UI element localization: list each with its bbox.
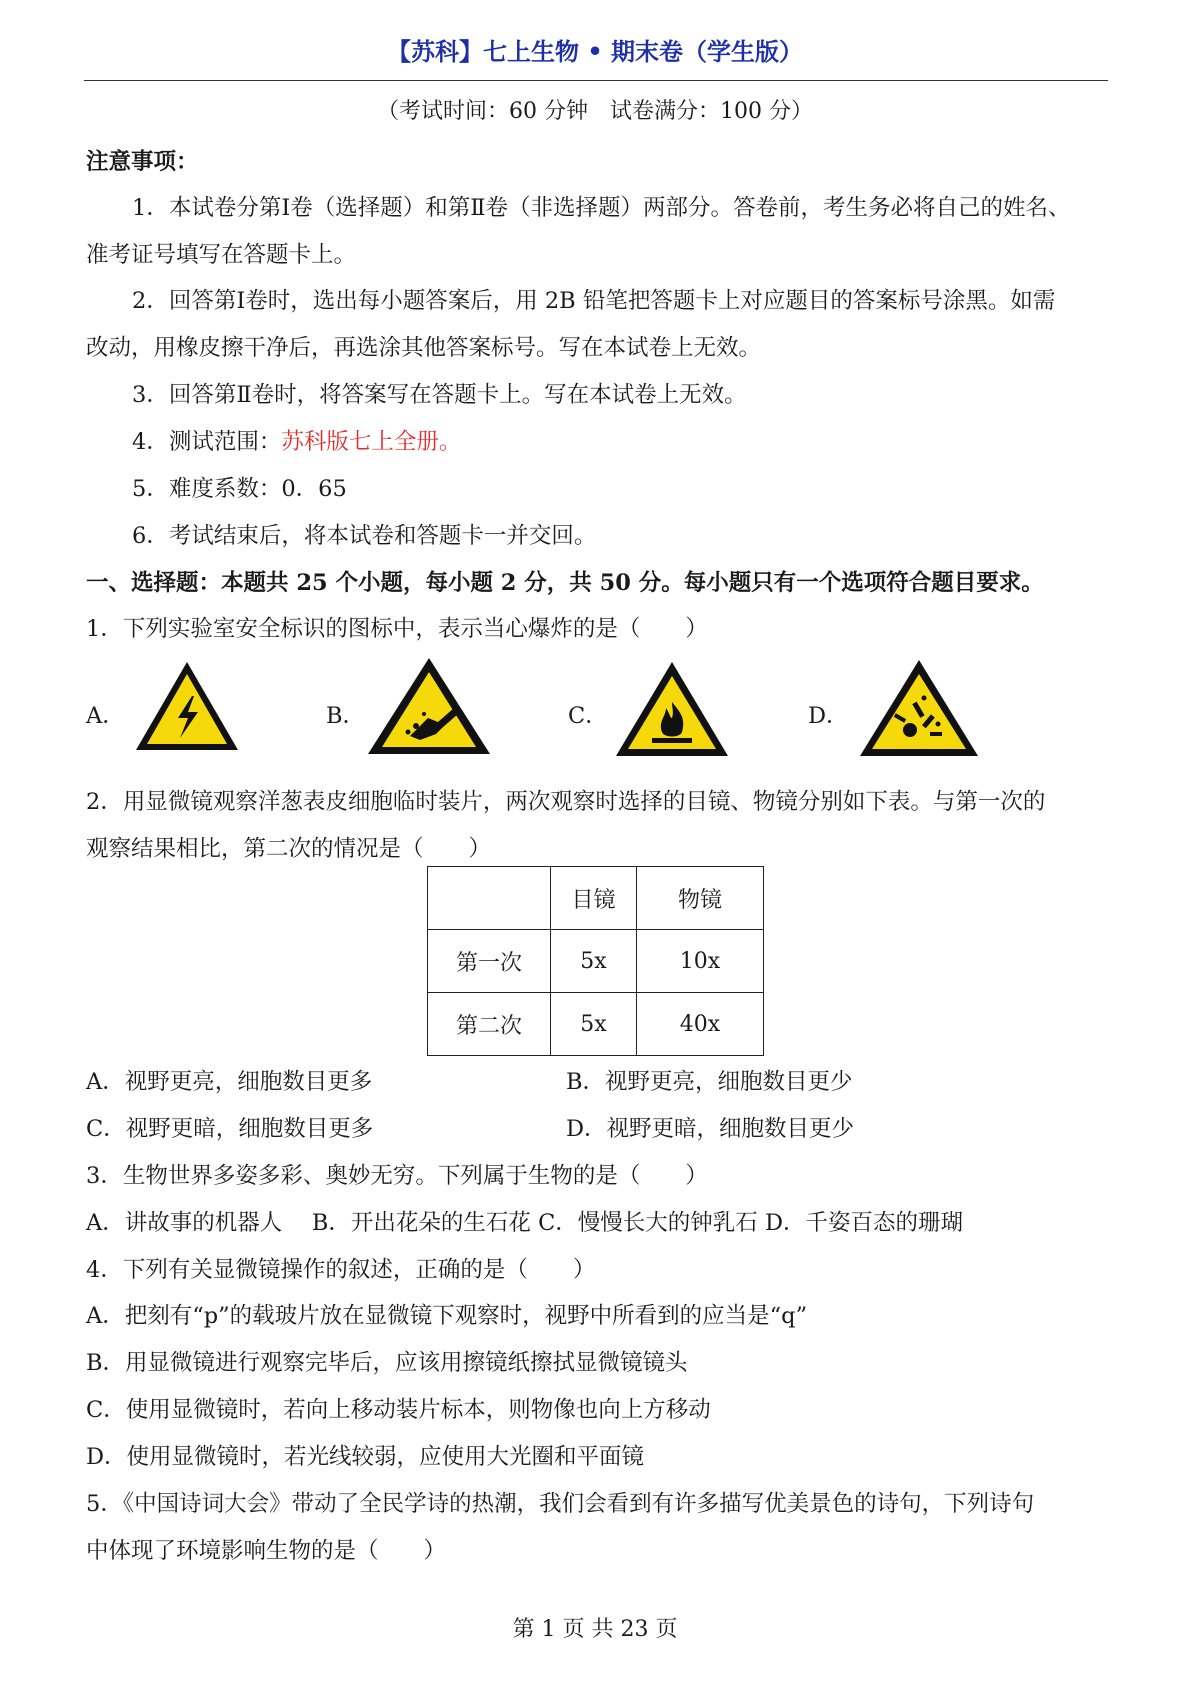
notice-item-1-line-1: 1．本试卷分第Ⅰ卷（选择题）和第Ⅱ卷（非选择题）两部分。答卷前，考生务必将自己的姓名、 [132, 195, 1071, 221]
table-cell: 40x [637, 993, 764, 1056]
notice-item-2-line-2: 改动，用橡皮擦干净后，再选涂其他答案标号。写在本试卷上无效。 [86, 335, 762, 361]
microscope-table [427, 866, 764, 1056]
explosive-hazard-icon [858, 658, 980, 758]
q5-stem-line-1: 5．《中国诗词大会》带动了全民学诗的热潮，我们会看到有许多描写优美景色的诗句，下列诗句 [86, 1491, 1035, 1517]
electric-hazard-icon [134, 660, 240, 752]
q3-stem: 3．生物世界多姿多彩、奥妙无穷。下列属于生物的是（ ） [86, 1163, 708, 1189]
table-cell: 第一次 [428, 930, 551, 993]
page-number: 第 1 页 共 23 页 [512, 1617, 678, 1642]
q2-option-c: C．视野更暗，细胞数目更多 [86, 1116, 374, 1142]
q4-option-c: C．使用显微镜时，若向上移动装片标本，则物像也向上方移动 [86, 1397, 711, 1423]
notice-heading: 注意事项： [86, 149, 199, 175]
q1-option-d-label: D． [808, 703, 849, 729]
table-header-objective: 物镜 [637, 867, 764, 930]
table-row [428, 993, 764, 1056]
exam-info: （考试时间：60 分钟 试卷满分：100 分） [377, 99, 813, 124]
q1-option-b-label: B． [326, 703, 366, 729]
table-cell: 第二次 [428, 993, 551, 1056]
notice-item-4-prefix: 4．测试范围： [132, 429, 282, 455]
q4-option-b: B．用显微镜进行观察完毕后，应该用擦镜纸擦拭显微镜镜头 [86, 1350, 688, 1376]
table-cell: 10x [637, 930, 764, 993]
q3-options: A．讲故事的机器人 B．开出花朵的生石花 C．慢慢长大的钟乳石 D．千姿百态的珊瑚 [86, 1210, 963, 1236]
q4-option-d: D．使用显微镜时，若光线较弱，应使用大光圈和平面镜 [86, 1444, 645, 1470]
section-1-heading: 一、选择题：本题共 25 个小题，每小题 2 分，共 50 分。每小题只有一个选项符合题目要求。 [86, 570, 1044, 596]
table-row [428, 930, 764, 993]
table-header-eyepiece: 目镜 [551, 867, 637, 930]
header-divider [84, 80, 1108, 81]
q2-option-b: B．视野更亮，细胞数目更少 [566, 1069, 853, 1095]
corrosive-hazard-icon [366, 656, 492, 756]
q2-option-a: A．视野更亮，细胞数目更多 [86, 1069, 373, 1095]
notice-item-6: 6．考试结束后，将本试卷和答题卡一并交回。 [132, 523, 597, 549]
notice-item-3: 3．回答第Ⅱ卷时，将答案写在答题卡上。写在本试卷上无效。 [132, 382, 747, 408]
q1-stem: 1．下列实验室安全标识的图标中，表示当心爆炸的是（ ） [86, 616, 708, 642]
flammable-hazard-icon [614, 660, 730, 758]
notice-item-5: 5．难度系数：0．65 [132, 476, 347, 502]
q4-option-a: A．把刻有“p”的载玻片放在显微镜下观察时，视野中所看到的应当是“q” [86, 1303, 808, 1329]
q1-option-c-label: C． [568, 703, 608, 729]
page-header-title: 【苏科】七上生物 • 期末卷（学生版） [386, 37, 804, 66]
table-header-empty [428, 867, 551, 930]
q2-option-d: D．视野更暗，细胞数目更少 [566, 1116, 855, 1142]
table-cell: 5x [551, 930, 637, 993]
q5-stem-line-2: 中体现了环境影响生物的是（ ） [86, 1538, 447, 1564]
q1-option-a-label: A． [86, 703, 125, 729]
q4-stem: 4．下列有关显微镜操作的叙述，正确的是（ ） [86, 1257, 596, 1283]
table-cell: 5x [551, 993, 637, 1056]
test-scope: 苏科版七上全册。 [281, 429, 462, 455]
q2-stem-line-1: 2．用显微镜观察洋葱表皮细胞临时装片，两次观察时选择的目镜、物镜分别如下表。与第一次的 [86, 789, 1046, 815]
notice-item-1-line-2: 准考证号填写在答题卡上。 [86, 242, 357, 268]
notice-item-4 [132, 424, 461, 456]
q2-stem-line-2: 观察结果相比，第二次的情况是（ ） [86, 836, 492, 862]
table-header-row [428, 867, 764, 930]
notice-item-2-line-1: 2．回答第Ⅰ卷时，选出每小题答案后，用 2B 铅笔把答题卡上对应题目的答案标号涂黑。如需 [132, 288, 1056, 314]
